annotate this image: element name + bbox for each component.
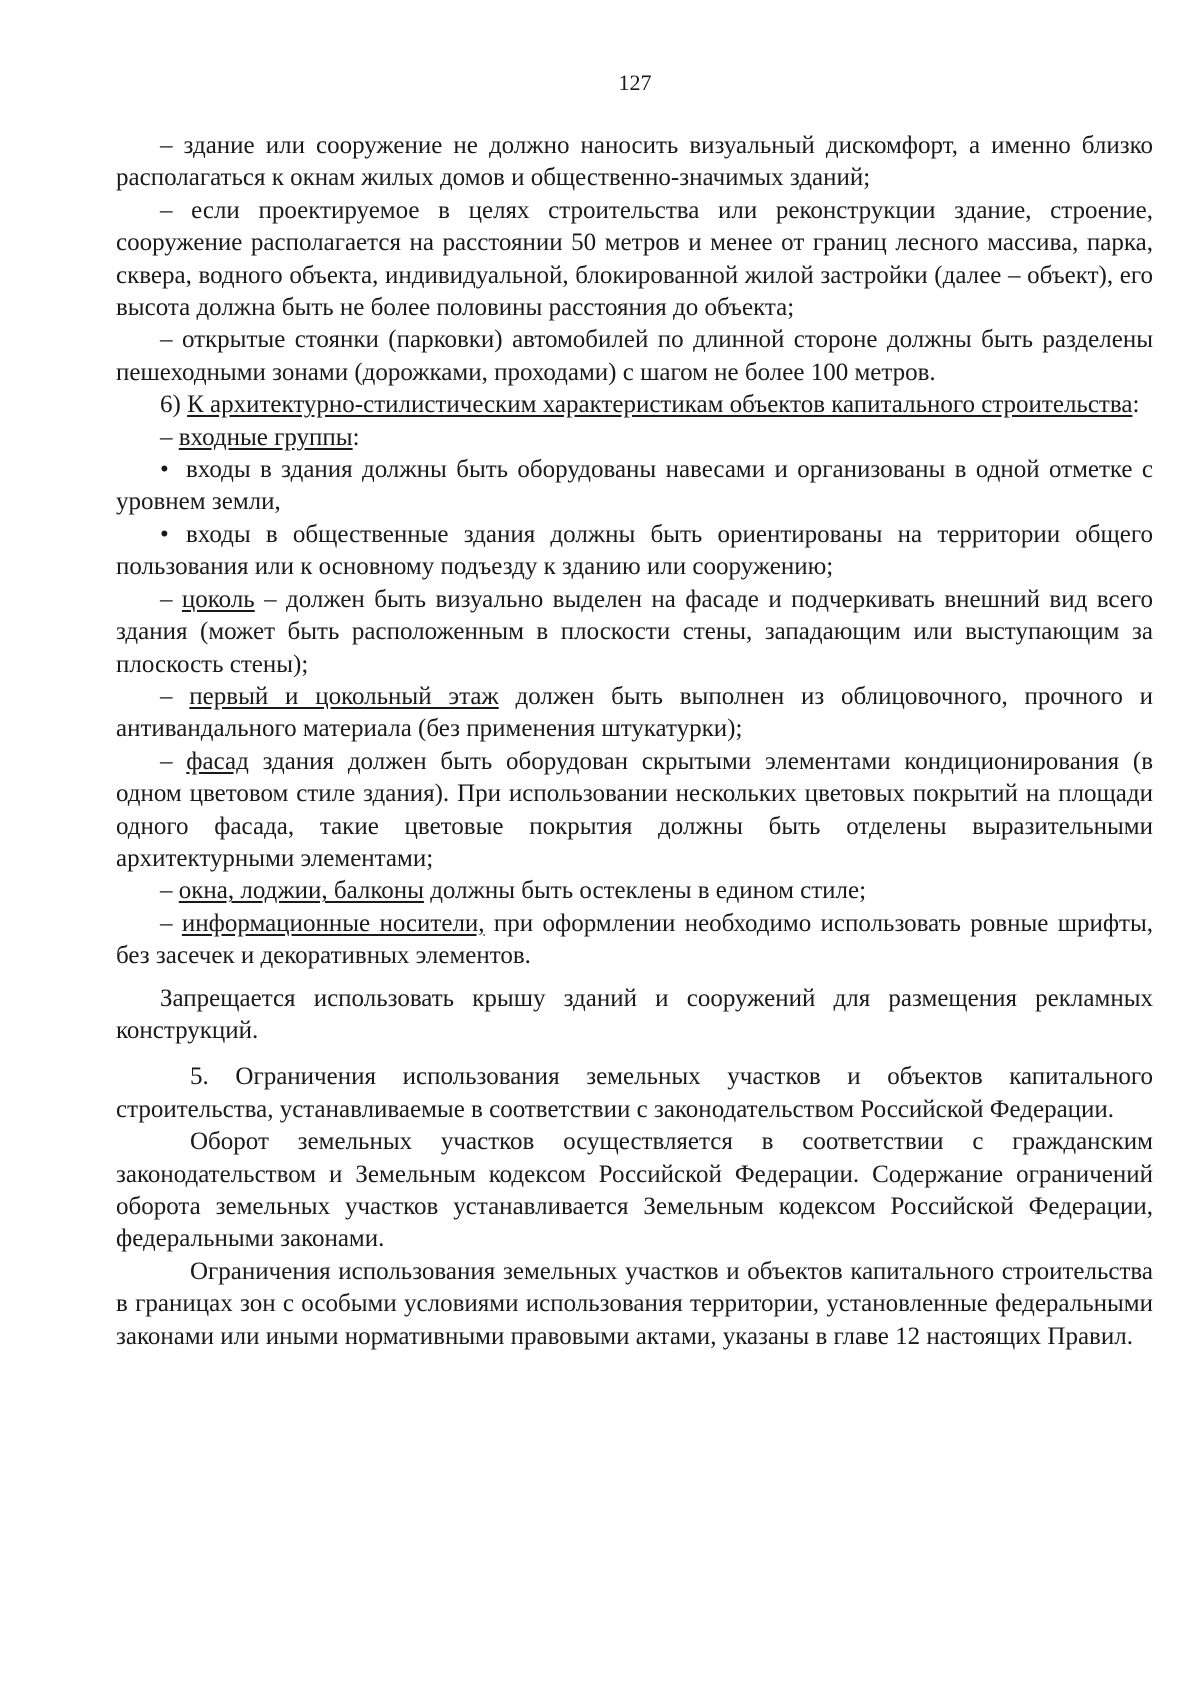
heading-underlined-text: К архитектурно-стилистическим характеристикам объектов капитального строительства xyxy=(187,391,1133,419)
heading-suffix: : xyxy=(1132,391,1140,419)
paragraph-parking: – открытые стоянки (парковки) автомобилей по длинной стороне должны быть разделены пешеходными зонами (дорожками, проходами) с шагом не более 100 метров. xyxy=(116,326,1153,386)
windows-text: должны быть остеклены в едином стиле; xyxy=(423,877,867,905)
bullet-icon: • xyxy=(160,456,169,484)
dash: – xyxy=(160,585,182,613)
dash: – xyxy=(160,909,182,937)
bullet-text: входы в общественные здания должны быть ориентированы на территории общего пользования или к основному подъезду к зданию или сооружению; xyxy=(116,520,1153,581)
term-suffix: : xyxy=(352,423,360,451)
paragraph-height-limit: – если проектируемое в целях строительства или реконструкции здание, строение, сооружение располагается на расстоянии 50 метров и менее от границ лесного массива, парка, сквера, водного объекта, индивидуальной, блокированной жилой застройки (далее – объект), его высота должна быть не более половины расстояния до объекта; xyxy=(116,196,1153,322)
windows-term: окна, лоджии, балконы xyxy=(178,877,424,905)
info-carriers-text: при оформлении необходимо использовать ровные шрифты, без засечек и декоративных элементов. xyxy=(116,909,1153,970)
paragraph-land-turnover: Оборот земельных участков осуществляется в соответствии с гражданским законодательством и Земельным кодексом Российской Федерации. Содержание ограничений оборота земельных участков устанавливается Земельным кодексом Российской Федерации, федеральными законами. xyxy=(116,1128,1153,1253)
bullet-text: входы в здания должны быть оборудованы навесами и организованы в одной отметке с уровнем земли, xyxy=(116,456,1153,516)
paragraph-visual-discomfort: – здание или сооружение не должно наносить визуальный дискомфорт, а именно близко располагаться к окнам жилых домов и общественно-значимых зданий; xyxy=(116,132,1153,192)
dash: – xyxy=(160,423,179,451)
entrance-groups-term: входные группы xyxy=(178,423,353,451)
ground-floor-term: первый и цокольный этаж xyxy=(189,682,499,710)
paragraph-architectural-heading xyxy=(116,389,1153,421)
plinth-term: цоколь xyxy=(181,585,255,613)
dash: – xyxy=(160,682,190,710)
ground-floor-text: должен быть выполнен из облицовочного, прочного и антивандального материала (без применения штукатурки); xyxy=(116,682,1153,743)
section-5-heading: 5. Ограничения использования земельных участков и объектов капитального строительства, устанавливаемые в соответствии с законодательством Российской Федерации. xyxy=(116,1063,1153,1123)
bullet-item-canopies xyxy=(116,454,1153,519)
paragraph-entrance-groups xyxy=(116,422,1153,454)
paragraph-plinth xyxy=(116,584,1153,681)
document-body xyxy=(116,130,1153,1353)
paragraph-facade xyxy=(116,746,1153,876)
facade-term: фасад xyxy=(186,747,249,775)
dash: – xyxy=(160,877,179,905)
dash: – xyxy=(160,747,187,775)
paragraph-windows xyxy=(116,875,1153,907)
paragraph-roof-advertising: Запрещается использовать крышу зданий и сооружений для размещения рекламных конструкций. xyxy=(116,984,1153,1044)
facade-text: здания должен быть оборудован скрытыми элементами кондиционирования (в одном цветовом стиле здания). При использовании нескольких цветовых покрытий на площади одного фасада, такие цветовые покрытия должны быть отделены выразительными архитектурными элементами; xyxy=(116,747,1154,872)
info-carriers-term: информационные носители, xyxy=(181,909,485,937)
bullet-icon: • xyxy=(160,520,169,548)
paragraph-ground-floor xyxy=(116,681,1153,746)
plinth-text: – должен быть визуально выделен на фасаде и подчеркивать внешний вид всего здания (может быть расположенным в плоскости стены, западающим или выступающим за плоскость стены); xyxy=(116,585,1153,678)
heading-number: 6) xyxy=(160,391,188,419)
bullet-item-public-buildings xyxy=(116,519,1153,584)
page-number: 127 xyxy=(618,70,652,95)
paragraph-zone-restrictions: Ограничения использования земельных участков и объектов капитального строительства в границах зон с особыми условиями использования территории, установленные федеральными законами или иными нормативными правовыми актами, указаны в главе 12 настоящих Правил. xyxy=(116,1257,1153,1350)
paragraph-info-carriers xyxy=(116,908,1153,973)
